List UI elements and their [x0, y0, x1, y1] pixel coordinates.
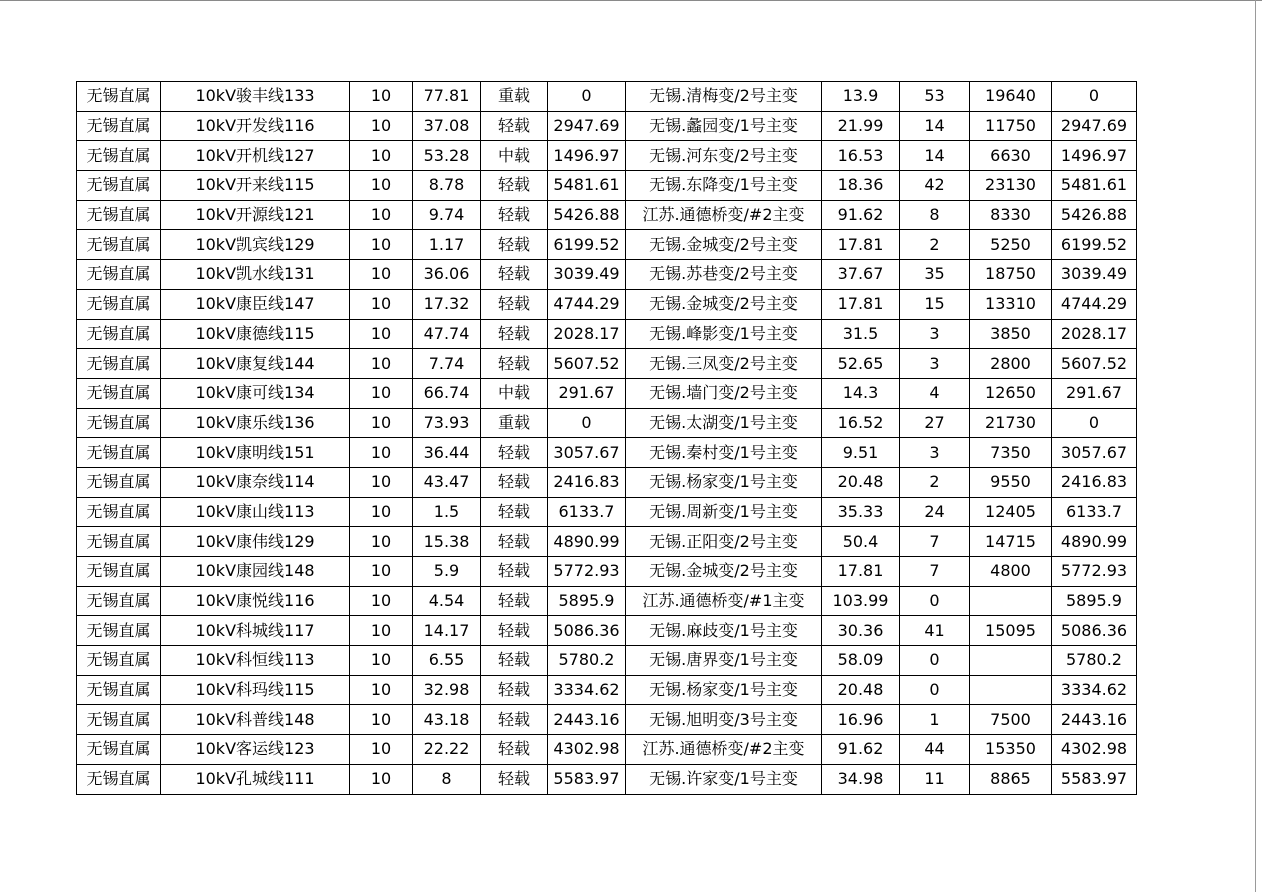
load-status-cell: 轻载	[481, 675, 548, 705]
transformer-load-rate-cell: 17.81	[822, 230, 900, 260]
available-capacity-cell: 5607.52	[548, 349, 626, 379]
count-cell: 53	[900, 82, 970, 112]
available-capacity-cell: 5772.93	[548, 557, 626, 587]
load-rate-cell: 9.74	[413, 200, 481, 230]
load-status-cell: 轻载	[481, 230, 548, 260]
feeder-name-cell: 10kV科玛线115	[161, 675, 350, 705]
feeder-name-cell: 10kV康山线113	[161, 497, 350, 527]
feeder-name-cell: 10kV康悦线116	[161, 586, 350, 616]
available-capacity-cell: 3334.62	[548, 675, 626, 705]
load-rate-cell: 8.78	[413, 171, 481, 201]
transformer-load-rate-cell: 103.99	[822, 586, 900, 616]
transformer-cell: 无锡.金城变/2号主变	[626, 289, 822, 319]
count-cell: 14	[900, 111, 970, 141]
transformer-load-rate-cell: 52.65	[822, 349, 900, 379]
load-rate-cell: 8	[413, 764, 481, 794]
load-rate-cell: 22.22	[413, 735, 481, 765]
table-row	[77, 171, 1137, 201]
unit-cell: 无锡直属	[77, 764, 161, 794]
count-cell: 8	[900, 200, 970, 230]
load-status-cell: 轻载	[481, 260, 548, 290]
transformer-load-rate-cell: 34.98	[822, 764, 900, 794]
unit-cell: 无锡直属	[77, 82, 161, 112]
count-cell: 0	[900, 675, 970, 705]
capacity-cell: 8330	[970, 200, 1052, 230]
load-rate-cell: 47.74	[413, 319, 481, 349]
table-row	[77, 230, 1137, 260]
remaining-capacity-cell: 4302.98	[1052, 735, 1137, 765]
feeder-name-cell: 10kV康明线151	[161, 438, 350, 468]
table-row	[77, 378, 1137, 408]
feeder-name-cell: 10kV开来线115	[161, 171, 350, 201]
capacity-cell: 12650	[970, 378, 1052, 408]
transformer-cell: 无锡.三凤变/2号主变	[626, 349, 822, 379]
transformer-cell: 无锡.金城变/2号主变	[626, 557, 822, 587]
voltage-cell: 10	[350, 497, 413, 527]
count-cell: 1	[900, 705, 970, 735]
transformer-cell: 江苏.通德桥变/#2主变	[626, 200, 822, 230]
transformer-load-rate-cell: 9.51	[822, 438, 900, 468]
voltage-cell: 10	[350, 438, 413, 468]
table-row	[77, 705, 1137, 735]
unit-cell: 无锡直属	[77, 527, 161, 557]
unit-cell: 无锡直属	[77, 111, 161, 141]
load-rate-cell: 43.18	[413, 705, 481, 735]
load-rate-cell: 1.17	[413, 230, 481, 260]
transformer-load-rate-cell: 31.5	[822, 319, 900, 349]
transformer-load-rate-cell: 30.36	[822, 616, 900, 646]
capacity-cell: 15350	[970, 735, 1052, 765]
voltage-cell: 10	[350, 705, 413, 735]
voltage-cell: 10	[350, 616, 413, 646]
capacity-cell: 14715	[970, 527, 1052, 557]
load-status-cell: 轻载	[481, 557, 548, 587]
capacity-cell: 11750	[970, 111, 1052, 141]
unit-cell: 无锡直属	[77, 616, 161, 646]
voltage-cell: 10	[350, 378, 413, 408]
feeder-name-cell: 10kV科城线117	[161, 616, 350, 646]
load-status-cell: 中载	[481, 141, 548, 171]
load-rate-cell: 14.17	[413, 616, 481, 646]
table-row	[77, 349, 1137, 379]
load-status-cell: 轻载	[481, 764, 548, 794]
transformer-load-rate-cell: 14.3	[822, 378, 900, 408]
count-cell: 2	[900, 230, 970, 260]
transformer-cell: 江苏.通德桥变/#1主变	[626, 586, 822, 616]
remaining-capacity-cell: 3039.49	[1052, 260, 1137, 290]
feeder-name-cell: 10kV开发线116	[161, 111, 350, 141]
capacity-cell: 12405	[970, 497, 1052, 527]
feeder-name-cell: 10kV康伟线129	[161, 527, 350, 557]
transformer-load-rate-cell: 13.9	[822, 82, 900, 112]
transformer-cell: 无锡.杨家变/1号主变	[626, 675, 822, 705]
transformer-cell: 无锡.周新变/1号主变	[626, 497, 822, 527]
voltage-cell: 10	[350, 82, 413, 112]
load-status-cell: 轻载	[481, 200, 548, 230]
count-cell: 3	[900, 349, 970, 379]
load-status-cell: 轻载	[481, 289, 548, 319]
unit-cell: 无锡直属	[77, 260, 161, 290]
unit-cell: 无锡直属	[77, 467, 161, 497]
count-cell: 4	[900, 378, 970, 408]
available-capacity-cell: 4302.98	[548, 735, 626, 765]
available-capacity-cell: 5895.9	[548, 586, 626, 616]
unit-cell: 无锡直属	[77, 289, 161, 319]
available-capacity-cell: 6199.52	[548, 230, 626, 260]
count-cell: 24	[900, 497, 970, 527]
available-capacity-cell: 4744.29	[548, 289, 626, 319]
transformer-cell: 无锡.唐界变/1号主变	[626, 646, 822, 676]
available-capacity-cell: 2028.17	[548, 319, 626, 349]
remaining-capacity-cell: 6199.52	[1052, 230, 1137, 260]
table-row	[77, 586, 1137, 616]
feeder-name-cell: 10kV凯水线131	[161, 260, 350, 290]
table-row	[77, 141, 1137, 171]
table-row	[77, 82, 1137, 112]
available-capacity-cell: 6133.7	[548, 497, 626, 527]
load-status-cell: 轻载	[481, 171, 548, 201]
transformer-load-rate-cell: 16.96	[822, 705, 900, 735]
remaining-capacity-cell: 2443.16	[1052, 705, 1137, 735]
transformer-load-rate-cell: 58.09	[822, 646, 900, 676]
transformer-load-rate-cell: 20.48	[822, 675, 900, 705]
table-row	[77, 467, 1137, 497]
voltage-cell: 10	[350, 527, 413, 557]
feeder-load-table	[76, 81, 1137, 795]
feeder-name-cell: 10kV康园线148	[161, 557, 350, 587]
feeder-name-cell: 10kV科恒线113	[161, 646, 350, 676]
remaining-capacity-cell: 5772.93	[1052, 557, 1137, 587]
available-capacity-cell: 5086.36	[548, 616, 626, 646]
voltage-cell: 10	[350, 111, 413, 141]
voltage-cell: 10	[350, 171, 413, 201]
load-rate-cell: 66.74	[413, 378, 481, 408]
unit-cell: 无锡直属	[77, 408, 161, 438]
transformer-load-rate-cell: 18.36	[822, 171, 900, 201]
feeder-name-cell: 10kV开源线121	[161, 200, 350, 230]
unit-cell: 无锡直属	[77, 141, 161, 171]
voltage-cell: 10	[350, 675, 413, 705]
remaining-capacity-cell: 1496.97	[1052, 141, 1137, 171]
count-cell: 3	[900, 438, 970, 468]
load-status-cell: 重载	[481, 82, 548, 112]
transformer-cell: 无锡.秦村变/1号主变	[626, 438, 822, 468]
transformer-load-rate-cell: 91.62	[822, 735, 900, 765]
capacity-cell: 3850	[970, 319, 1052, 349]
count-cell: 11	[900, 764, 970, 794]
available-capacity-cell: 2443.16	[548, 705, 626, 735]
voltage-cell: 10	[350, 319, 413, 349]
transformer-load-rate-cell: 37.67	[822, 260, 900, 290]
transformer-load-rate-cell: 20.48	[822, 467, 900, 497]
count-cell: 42	[900, 171, 970, 201]
remaining-capacity-cell: 4744.29	[1052, 289, 1137, 319]
available-capacity-cell: 5481.61	[548, 171, 626, 201]
transformer-cell: 无锡.杨家变/1号主变	[626, 467, 822, 497]
available-capacity-cell: 0	[548, 408, 626, 438]
load-rate-cell: 43.47	[413, 467, 481, 497]
load-rate-cell: 1.5	[413, 497, 481, 527]
load-rate-cell: 15.38	[413, 527, 481, 557]
available-capacity-cell: 5426.88	[548, 200, 626, 230]
voltage-cell: 10	[350, 557, 413, 587]
count-cell: 35	[900, 260, 970, 290]
load-status-cell: 轻载	[481, 705, 548, 735]
feeder-name-cell: 10kV康德线115	[161, 319, 350, 349]
remaining-capacity-cell: 4890.99	[1052, 527, 1137, 557]
transformer-cell: 无锡.太湖变/1号主变	[626, 408, 822, 438]
remaining-capacity-cell: 5481.61	[1052, 171, 1137, 201]
load-status-cell: 轻载	[481, 349, 548, 379]
available-capacity-cell: 291.67	[548, 378, 626, 408]
transformer-cell: 无锡.东降变/1号主变	[626, 171, 822, 201]
transformer-cell: 无锡.清梅变/2号主变	[626, 82, 822, 112]
unit-cell: 无锡直属	[77, 586, 161, 616]
capacity-cell	[970, 646, 1052, 676]
unit-cell: 无锡直属	[77, 378, 161, 408]
remaining-capacity-cell: 2416.83	[1052, 467, 1137, 497]
unit-cell: 无锡直属	[77, 200, 161, 230]
transformer-load-rate-cell: 17.81	[822, 557, 900, 587]
remaining-capacity-cell: 5583.97	[1052, 764, 1137, 794]
voltage-cell: 10	[350, 408, 413, 438]
available-capacity-cell: 4890.99	[548, 527, 626, 557]
transformer-load-rate-cell: 91.62	[822, 200, 900, 230]
voltage-cell: 10	[350, 289, 413, 319]
capacity-cell: 6630	[970, 141, 1052, 171]
remaining-capacity-cell: 2028.17	[1052, 319, 1137, 349]
count-cell: 7	[900, 527, 970, 557]
load-rate-cell: 4.54	[413, 586, 481, 616]
remaining-capacity-cell: 0	[1052, 82, 1137, 112]
load-status-cell: 轻载	[481, 438, 548, 468]
unit-cell: 无锡直属	[77, 705, 161, 735]
count-cell: 0	[900, 646, 970, 676]
available-capacity-cell: 2416.83	[548, 467, 626, 497]
table-row	[77, 675, 1137, 705]
count-cell: 44	[900, 735, 970, 765]
load-rate-cell: 17.32	[413, 289, 481, 319]
available-capacity-cell: 5583.97	[548, 764, 626, 794]
capacity-cell: 5250	[970, 230, 1052, 260]
unit-cell: 无锡直属	[77, 675, 161, 705]
load-status-cell: 轻载	[481, 111, 548, 141]
available-capacity-cell: 5780.2	[548, 646, 626, 676]
voltage-cell: 10	[350, 349, 413, 379]
remaining-capacity-cell: 3057.67	[1052, 438, 1137, 468]
capacity-cell	[970, 675, 1052, 705]
voltage-cell: 10	[350, 735, 413, 765]
feeder-name-cell: 10kV康奈线114	[161, 467, 350, 497]
transformer-load-rate-cell: 17.81	[822, 289, 900, 319]
feeder-name-cell: 10kV凯宾线129	[161, 230, 350, 260]
count-cell: 0	[900, 586, 970, 616]
table-row	[77, 557, 1137, 587]
remaining-capacity-cell: 291.67	[1052, 378, 1137, 408]
remaining-capacity-cell: 5426.88	[1052, 200, 1137, 230]
voltage-cell: 10	[350, 230, 413, 260]
load-rate-cell: 7.74	[413, 349, 481, 379]
available-capacity-cell: 1496.97	[548, 141, 626, 171]
table-row	[77, 260, 1137, 290]
transformer-cell: 江苏.通德桥变/#2主变	[626, 735, 822, 765]
remaining-capacity-cell: 3334.62	[1052, 675, 1137, 705]
load-rate-cell: 32.98	[413, 675, 481, 705]
feeder-name-cell: 10kV康乐线136	[161, 408, 350, 438]
unit-cell: 无锡直属	[77, 230, 161, 260]
unit-cell: 无锡直属	[77, 349, 161, 379]
capacity-cell: 2800	[970, 349, 1052, 379]
unit-cell: 无锡直属	[77, 735, 161, 765]
remaining-capacity-cell: 0	[1052, 408, 1137, 438]
count-cell: 3	[900, 319, 970, 349]
load-status-cell: 重载	[481, 408, 548, 438]
load-rate-cell: 77.81	[413, 82, 481, 112]
load-rate-cell: 6.55	[413, 646, 481, 676]
table-row	[77, 438, 1137, 468]
transformer-cell: 无锡.许家变/1号主变	[626, 764, 822, 794]
transformer-cell: 无锡.苏巷变/2号主变	[626, 260, 822, 290]
capacity-cell: 21730	[970, 408, 1052, 438]
feeder-name-cell: 10kV孔城线111	[161, 764, 350, 794]
load-status-cell: 轻载	[481, 497, 548, 527]
load-status-cell: 轻载	[481, 319, 548, 349]
transformer-cell: 无锡.墙门变/2号主变	[626, 378, 822, 408]
table-row	[77, 408, 1137, 438]
unit-cell: 无锡直属	[77, 319, 161, 349]
feeder-name-cell: 10kV骏丰线133	[161, 82, 350, 112]
feeder-name-cell: 10kV康复线144	[161, 349, 350, 379]
remaining-capacity-cell: 5607.52	[1052, 349, 1137, 379]
table-row	[77, 646, 1137, 676]
count-cell: 7	[900, 557, 970, 587]
available-capacity-cell: 3057.67	[548, 438, 626, 468]
count-cell: 15	[900, 289, 970, 319]
transformer-load-rate-cell: 50.4	[822, 527, 900, 557]
load-status-cell: 轻载	[481, 527, 548, 557]
load-status-cell: 轻载	[481, 467, 548, 497]
available-capacity-cell: 2947.69	[548, 111, 626, 141]
table-row	[77, 764, 1137, 794]
transformer-load-rate-cell: 35.33	[822, 497, 900, 527]
transformer-load-rate-cell: 16.53	[822, 141, 900, 171]
transformer-cell: 无锡.金城变/2号主变	[626, 230, 822, 260]
count-cell: 2	[900, 467, 970, 497]
voltage-cell: 10	[350, 260, 413, 290]
voltage-cell: 10	[350, 586, 413, 616]
capacity-cell: 13310	[970, 289, 1052, 319]
unit-cell: 无锡直属	[77, 557, 161, 587]
remaining-capacity-cell: 5895.9	[1052, 586, 1137, 616]
feeder-name-cell: 10kV康臣线147	[161, 289, 350, 319]
unit-cell: 无锡直属	[77, 438, 161, 468]
capacity-cell: 23130	[970, 171, 1052, 201]
available-capacity-cell: 0	[548, 82, 626, 112]
voltage-cell: 10	[350, 764, 413, 794]
remaining-capacity-cell: 5780.2	[1052, 646, 1137, 676]
transformer-cell: 无锡.蠡园变/1号主变	[626, 111, 822, 141]
load-status-cell: 轻载	[481, 646, 548, 676]
transformer-cell: 无锡.峰影变/1号主变	[626, 319, 822, 349]
page-top-border	[0, 0, 1262, 1]
table-row	[77, 616, 1137, 646]
capacity-cell: 15095	[970, 616, 1052, 646]
feeder-name-cell: 10kV康可线134	[161, 378, 350, 408]
load-rate-cell: 5.9	[413, 557, 481, 587]
table-row	[77, 289, 1137, 319]
transformer-load-rate-cell: 21.99	[822, 111, 900, 141]
transformer-cell: 无锡.旭明变/3号主变	[626, 705, 822, 735]
count-cell: 41	[900, 616, 970, 646]
table-row	[77, 111, 1137, 141]
load-rate-cell: 73.93	[413, 408, 481, 438]
available-capacity-cell: 3039.49	[548, 260, 626, 290]
unit-cell: 无锡直属	[77, 497, 161, 527]
load-rate-cell: 36.44	[413, 438, 481, 468]
transformer-cell: 无锡.正阳变/2号主变	[626, 527, 822, 557]
capacity-cell: 19640	[970, 82, 1052, 112]
unit-cell: 无锡直属	[77, 646, 161, 676]
load-status-cell: 轻载	[481, 616, 548, 646]
table-row	[77, 319, 1137, 349]
capacity-cell: 7500	[970, 705, 1052, 735]
load-status-cell: 轻载	[481, 586, 548, 616]
capacity-cell	[970, 586, 1052, 616]
transformer-cell: 无锡.河东变/2号主变	[626, 141, 822, 171]
voltage-cell: 10	[350, 141, 413, 171]
load-rate-cell: 37.08	[413, 111, 481, 141]
capacity-cell: 18750	[970, 260, 1052, 290]
capacity-cell: 7350	[970, 438, 1052, 468]
load-status-cell: 轻载	[481, 735, 548, 765]
voltage-cell: 10	[350, 200, 413, 230]
load-rate-cell: 53.28	[413, 141, 481, 171]
table-row	[77, 527, 1137, 557]
table-row	[77, 200, 1137, 230]
remaining-capacity-cell: 6133.7	[1052, 497, 1137, 527]
load-rate-cell: 36.06	[413, 260, 481, 290]
load-status-cell: 中载	[481, 378, 548, 408]
remaining-capacity-cell: 2947.69	[1052, 111, 1137, 141]
transformer-load-rate-cell: 16.52	[822, 408, 900, 438]
transformer-cell: 无锡.麻歧变/1号主变	[626, 616, 822, 646]
count-cell: 27	[900, 408, 970, 438]
capacity-cell: 8865	[970, 764, 1052, 794]
table-row	[77, 735, 1137, 765]
page-right-border	[1255, 0, 1256, 892]
capacity-cell: 4800	[970, 557, 1052, 587]
feeder-name-cell: 10kV科普线148	[161, 705, 350, 735]
voltage-cell: 10	[350, 646, 413, 676]
table-row	[77, 497, 1137, 527]
unit-cell: 无锡直属	[77, 171, 161, 201]
table-body	[77, 82, 1137, 795]
voltage-cell: 10	[350, 467, 413, 497]
capacity-cell: 9550	[970, 467, 1052, 497]
remaining-capacity-cell: 5086.36	[1052, 616, 1137, 646]
feeder-name-cell: 10kV客运线123	[161, 735, 350, 765]
count-cell: 14	[900, 141, 970, 171]
feeder-name-cell: 10kV开机线127	[161, 141, 350, 171]
